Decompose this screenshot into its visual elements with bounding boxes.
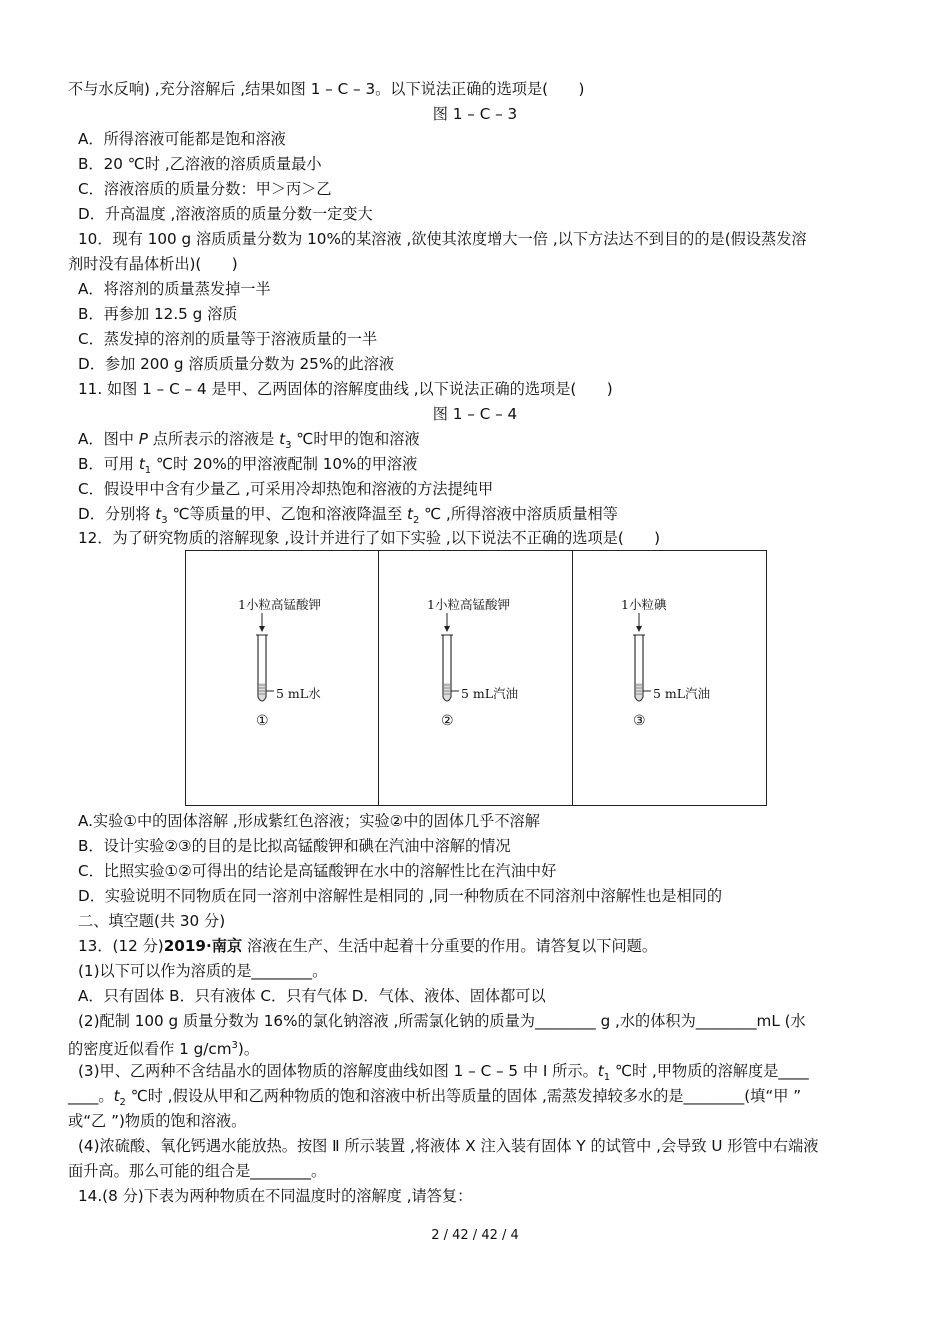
panel-3-number: ③ <box>633 713 646 729</box>
q12-option-d: D．实验说明不同物质在同一溶剂中溶解性是相同的 ,同一种物质在不同溶剂中溶解性也是相同的 <box>78 887 723 905</box>
q11-stem: 11. 如图 1 – C – 4 是甲、乙两固体的溶解度曲线 ,以下说法正确的选项是( ) <box>78 380 613 398</box>
experiment-panel-1 <box>186 551 379 805</box>
figure-caption-1-c-3: 图 1 – C – 3 <box>432 105 518 123</box>
experiment-figure <box>185 550 767 806</box>
q13-part-2-cont: 的密度近似看作 1 $g/cm^3$)。 <box>68 1040 260 1059</box>
q10-option-a: A．将溶剂的质量蒸发掉一半 <box>78 280 271 298</box>
q9-option-d: D．升高温度 ,溶液溶质的质量分数一定变大 <box>78 205 373 223</box>
q10-option-b: B．再参加 12.5 g 溶质 <box>78 305 238 323</box>
panel-2-number: ② <box>441 713 454 729</box>
q10-stem-cont: 剂时没有晶体析出)( ) <box>68 255 238 273</box>
q13-part-2: (2)配制 100 g 质量分数为 16%的氯化钠溶液 ,所需氯化钠的质量为________ g ,水的体积为________mL (水 <box>78 1012 806 1030</box>
q13-part-3-cont: ____。$t_2$ ℃时 ,假设从甲和乙两种物质的饱和溶液中析出等质量的固体 ,需蒸发掉较多水的是________(填“甲 ” <box>68 1087 802 1109</box>
panel-3-solid-label: 1小粒碘 <box>621 597 667 612</box>
panel-2-liquid-label: 5 mL汽油 <box>461 686 519 701</box>
q11-option-c: C．假设甲中含有少量乙 ,可采用冷却热饱和溶液的方法提纯甲 <box>78 480 494 498</box>
q13-part-1: (1)以下可以作为溶质的是________。 <box>78 962 328 980</box>
line-intro: 不与水反响) ,充分溶解后 ,结果如图 1 – C – 3。以下说法正确的选项是( ) <box>68 80 585 98</box>
q10-stem: 10．现有 100 g 溶质质量分数为 10%的某溶液 ,欲使其浓度增大一倍 ,以下方法达不到目的的是(假设蒸发溶 <box>78 230 807 248</box>
q9-option-c: C．溶液溶质的质量分数：甲＞丙＞乙 <box>78 180 332 198</box>
q11-option-d: D．分别将 $t_3$ ℃等质量的甲、乙饱和溶液降温至 $t_2$ ℃ ,所得溶液中溶质质量相等 <box>78 505 618 527</box>
panel-1-number: ① <box>256 713 269 729</box>
section-2-heading: 二、填空题(共 30 分) <box>78 912 226 930</box>
q13-part-3-cont2: 或“乙 ”)物质的饱和溶液。 <box>68 1112 247 1130</box>
q14-stem: 14.(8 分)下表为两种物质在不同温度时的溶解度 ,请答复： <box>78 1187 473 1205</box>
q13-part-3: (3)甲、乙两种不含结晶水的固体物质的溶解度曲线如图 1 – C – 5 中 Ⅰ 所示。$t_1$ ℃时 ,甲物质的溶解度是____ <box>78 1062 809 1084</box>
q10-option-c: C．蒸发掉的溶剂的质量等于溶液质量的一半 <box>78 330 378 348</box>
q9-option-b: B．20 ℃时 ,乙溶液的溶质质量最小 <box>78 155 322 173</box>
q13-stem: 13．(12 分)2019·南京 溶液在生产、生活中起着十分重要的作用。请答复以下问题。 <box>78 937 658 955</box>
q13-part-4: (4)浓硫酸、氧化钙遇水能放热。按图 Ⅱ 所示装置 ,将液体 X 注入装有固体 Y 的试管中 ,会导致 U 形管中右端液 <box>78 1137 819 1155</box>
q12-stem: 12．为了研究物质的溶解现象 ,设计并进行了如下实验 ,以下说法不正确的选项是( ) <box>78 529 661 547</box>
experiment-panel-2 <box>379 551 573 805</box>
panel-2-solid-label: 1小粒高锰酸钾 <box>427 597 510 612</box>
q10-option-d: D．参加 200 g 溶质质量分数为 25%的此溶液 <box>78 355 395 373</box>
q12-option-c: C．比照实验①②可得出的结论是高锰酸钾在水中的溶解性比在汽油中好 <box>78 862 557 880</box>
q12-option-b: B．设计实验②③的目的是比拟高锰酸钾和碘在汽油中溶解的情况 <box>78 837 511 855</box>
panel-1-liquid-label: 5 mL水 <box>276 686 321 701</box>
q13-part-4-cont: 面升高。那么可能的组合是________。 <box>68 1162 327 1180</box>
panel-1-solid-label: 1小粒高锰酸钾 <box>238 597 321 612</box>
q11-option-a: A．图中 P 点所表示的溶液是 $t_3$ ℃时甲的饱和溶液 <box>78 430 420 452</box>
panel-3-liquid-label: 5 mL汽油 <box>653 686 711 701</box>
q12-option-a: A.实验①中的固体溶解 ,形成紫红色溶液；实验②中的固体几乎不溶解 <box>78 812 540 830</box>
experiment-panel-3 <box>573 551 766 805</box>
q9-option-a: A．所得溶液可能都是饱和溶液 <box>78 130 286 148</box>
q13-part-1-options: A．只有固体 B．只有液体 C．只有气体 D．气体、液体、固体都可以 <box>78 987 546 1005</box>
q11-option-b: B．可用 $t_1$ ℃时 20%的甲溶液配制 10%的甲溶液 <box>78 455 418 477</box>
page-footer: 2 / 42 / 42 / 4 <box>431 1228 519 1243</box>
figure-caption-1-c-4: 图 1 – C – 4 <box>432 405 518 423</box>
